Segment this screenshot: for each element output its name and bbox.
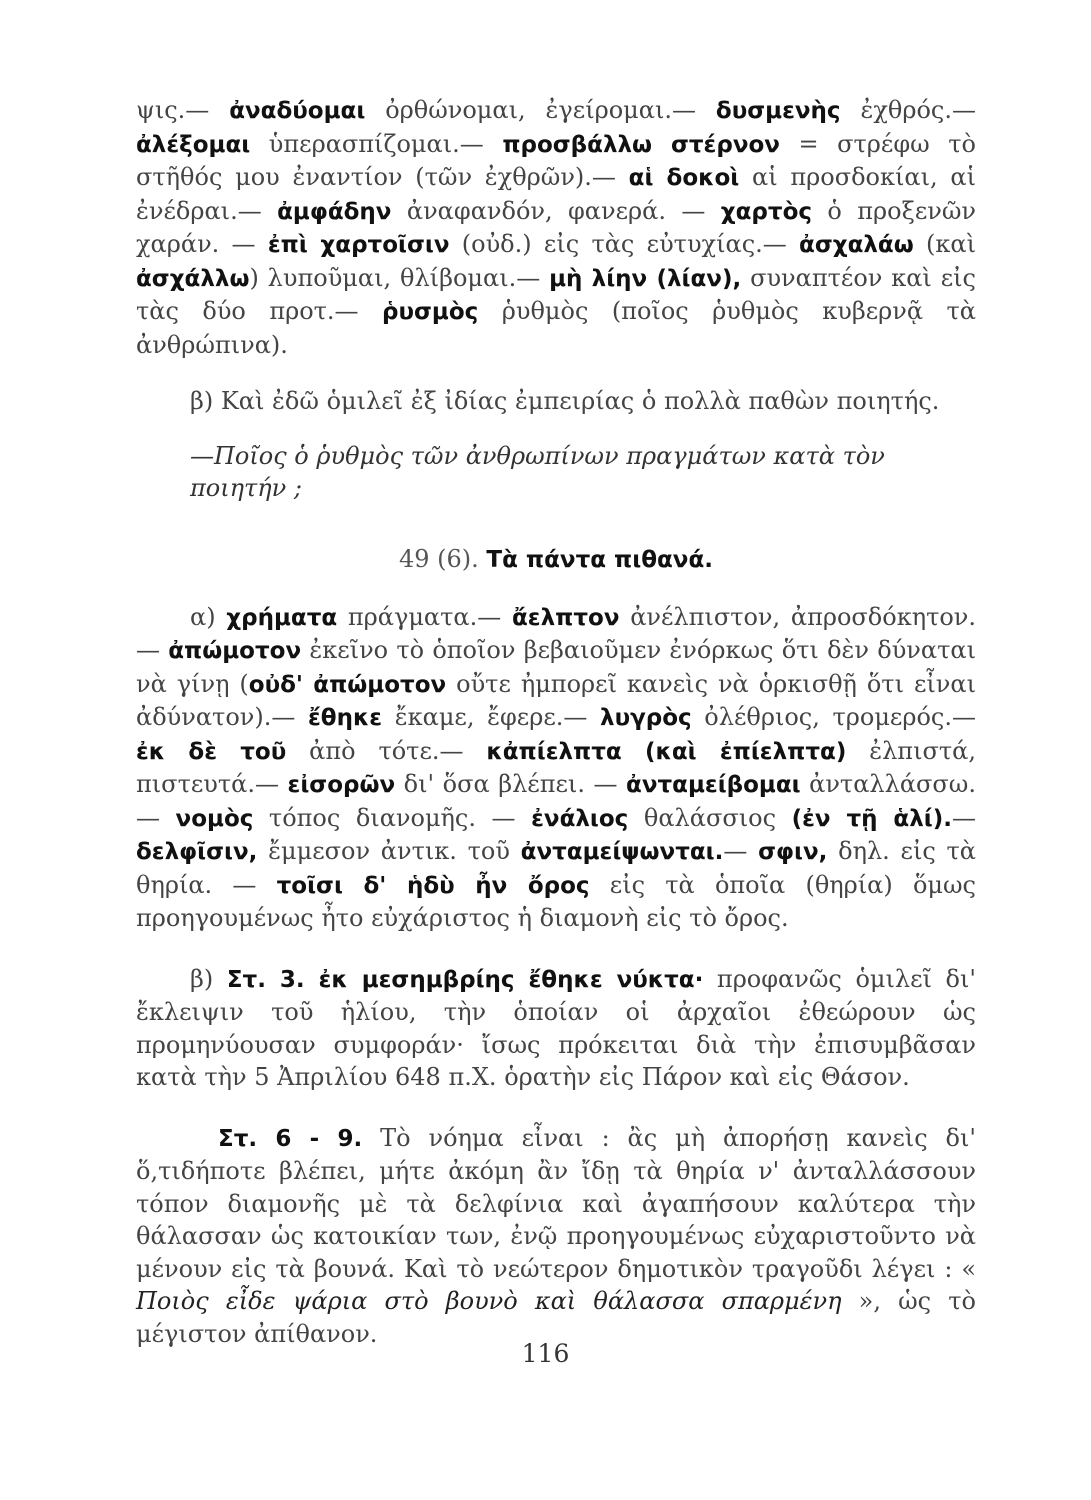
headword: ῥυσμὸς [382, 299, 479, 325]
headword: δυσμενὴς [715, 98, 841, 124]
headword: λυγρὸς [600, 705, 692, 731]
headword: δελφῖσιν, [136, 839, 258, 865]
gloss-text: ἐκεῖνο τὸ ὁποῖον βεβαιοῦμεν ἐνόρκως ὅτι δὲν δύναται νὰ γίνῃ ( [136, 636, 976, 698]
gloss-text: ψις.— [136, 96, 230, 124]
headword: ἀναδύομαι [229, 98, 366, 124]
headword: (ἐν τῇ ἁλί). [791, 805, 953, 832]
commentary-beta-2 [136, 963, 976, 1094]
headword: σφιν, [758, 839, 828, 865]
gloss-text: συναπτέον καὶ εἰς τὰς δύο προτ.— [136, 263, 976, 325]
gloss-text: β) Καὶ ἐδῶ ὁμιλεῖ ἐξ ἰδίας ἐμπειρίας ὁ πολλὰ παθὼν ποιητής. [190, 387, 940, 415]
gloss-text: οὔτε ἠμπορεῖ κανεὶς νὰ ὁρκισθῇ ὅτι εἶναι ἀδύνατον).— [136, 669, 976, 731]
headword: ἀπώμοτον [168, 638, 302, 664]
gloss-text: ἔκαμε, ἔφερε.— [382, 703, 601, 731]
headword: χρήματα [226, 604, 338, 631]
headword: ἀμφάδην [277, 198, 392, 225]
gloss-text: δηλ. εἰς τὰ θηρία. — [136, 837, 976, 899]
gloss-text: ἐλπιστά, πιστευτά.— [136, 736, 976, 798]
gloss-text: α) [190, 602, 227, 631]
gloss-text: πράγματα.— [337, 602, 512, 631]
gloss-text: προφανῶς ὁμιλεῖ δι' ἔκλειψιν τοῦ ἡλίου, τὴν ὁποίαν οἱ ἀρχαῖοι ἐθεώρουν ὡς προμηνύουσαν συμφοράν· ἴσως πρόκειται διὰ τὴν ἐπισυμβᾶσαν κατὰ τὴν 5 Ἀπριλίου 648 π.Χ. ὁρατὴν εἰς Πάρον καὶ εἰς Θάσον. [136, 964, 976, 1091]
gloss-text: ῥυθμὸς (ποῖος ῥυθμὸς κυβερνᾷ τὰ ἀνθρώπινα). [136, 297, 977, 359]
headword: ἀνταμείβομαι [626, 772, 801, 798]
gloss-text: αἱ προσδοκίαι, αἱ ἐνέδραι.— [136, 163, 977, 225]
headword: αἱ δοκοὶ [628, 165, 740, 191]
gloss-text: ὑπερασπίζομαι.— [250, 129, 503, 158]
gloss-text: = στρέφω τὸ στῆθός μου ἐναντίον (τῶν ἐχθρῶν).— [136, 129, 976, 191]
gloss-text: ) λυποῦμαι, θλίβομαι.— [249, 263, 550, 292]
gloss-text: ἐχθρός.— [840, 96, 976, 124]
headword: ἀλέξομαι [136, 131, 251, 158]
gloss-text: ἀναφανδόν, φανερά. — [391, 196, 721, 225]
page-body [136, 94, 976, 1350]
gloss-text: εἰς τὰ ὁποῖα (θηρία) ὅμως προηγουμένως ἦτο εὐχάριστος ἡ διαμονὴ εἰς τὸ ὄρος. [136, 870, 976, 932]
section-heading [136, 542, 976, 577]
gloss-text: β) [190, 964, 227, 993]
gloss-text: ἀπὸ τότε.— [286, 736, 487, 765]
gloss-text: δι' ὅσα βλέπει. — [395, 770, 627, 798]
gloss-text: — [723, 837, 759, 865]
section-number: 49 (6). [398, 544, 479, 573]
headword: οὐδ' ἀπώμοτον [248, 671, 447, 698]
headword: ἔθηκε [307, 705, 383, 731]
gloss-text: ὀρθώνομαι, ἐγείρομαι.— [365, 96, 716, 124]
glossary-paragraph-1 [136, 94, 976, 361]
gloss-text: (οὐδ.) εἰς τὰς εὐτυχίας.— [449, 230, 800, 258]
gloss-text: θαλάσσιος [628, 803, 792, 832]
gloss-text: ἔμμεσον ἀντικ. τοῦ [257, 837, 521, 865]
glossary-paragraph-2 [136, 601, 976, 935]
page-number: 116 [521, 1339, 570, 1368]
headword: ἀσχάλλω [136, 265, 250, 292]
gloss-text: Τὸ νόημα εἶναι : ἂς μὴ ἀπορήσῃ κανεὶς δι' ὅ,τιδήποτε βλέπει, μήτε ἀκόμη ἂν ἴδῃ τὰ θηρία ν' ἀνταλλάσσουν τόπον διαμονῆς μὲ τὰ δελφίνια καὶ ἀγαπήσουν καλύτερα τὴν θάλασσαν ὡς κατοικίαν των, ἐνῷ προηγουμένως εὐχαριστοῦντο νὰ μένουν εἰς τὰ βουνά. Καὶ τὸ νεώτερον δημοτικὸν τραγοῦδι λέγει : « [136, 1123, 976, 1283]
section-title: Τὰ πάντα πιθανά. [486, 546, 714, 573]
headword: νομὸς [175, 805, 254, 832]
gloss-text: », ὡς τὸ μέγιστον ἀπίθανον. [136, 1287, 977, 1348]
headword: ἀνταμείψωνται. [520, 839, 724, 865]
headword: εἰσορῶν [287, 772, 396, 798]
gloss-text: ἀνέλπιστον, ἀπροσδόκητον.— [136, 602, 977, 664]
gloss-text: ὁ προξενῶν χαράν. — [136, 196, 976, 258]
headword: τοῖσι δ' ἡδὺ ἦν ὄρος [276, 872, 590, 899]
headword: Στ. 3. ἐκ μεσημβρίης ἔθηκε νύκτα· [226, 966, 704, 993]
commentary-beta-1 [136, 385, 976, 418]
gloss-text: — [952, 803, 977, 832]
headword: ἐνάλιος [531, 805, 629, 832]
gloss-text: (καὶ [913, 230, 976, 258]
headword: Στ. 6 - 9. [218, 1125, 363, 1152]
gloss-text: τόπος διανομῆς. — [253, 803, 532, 832]
headword: χαρτὸς [720, 198, 813, 225]
study-question: —Ποῖος ὁ ῥυθμὸς τῶν ἀνθρωπίνων πραγμάτων κατὰ τὸν ποιητήν ; [190, 441, 885, 502]
headword: ἄελπτον [511, 604, 620, 631]
headword: ἐπὶ χαρτοῖσιν [267, 232, 450, 258]
headword: ἐκ δὲ τοῦ [136, 738, 287, 765]
commentary-verses-6-9 [136, 1122, 976, 1351]
gloss-text: ἀνταλλάσσω. — [136, 770, 977, 832]
quoted-verse: Ποιὸς εἶδε ψάρια στὸ βουνὸ καὶ θάλασσα σπαρμένη [136, 1287, 842, 1315]
headword: κἀπίελπτα (καὶ ἐπίελπτα) [486, 738, 847, 765]
headword: ἀσχαλάω [799, 232, 914, 258]
headword: μὴ λίην (λίαν), [549, 265, 742, 292]
gloss-text: ὀλέθριος, τρομερός.— [691, 703, 976, 731]
headword: προσβάλλω στέρνον [502, 131, 780, 158]
